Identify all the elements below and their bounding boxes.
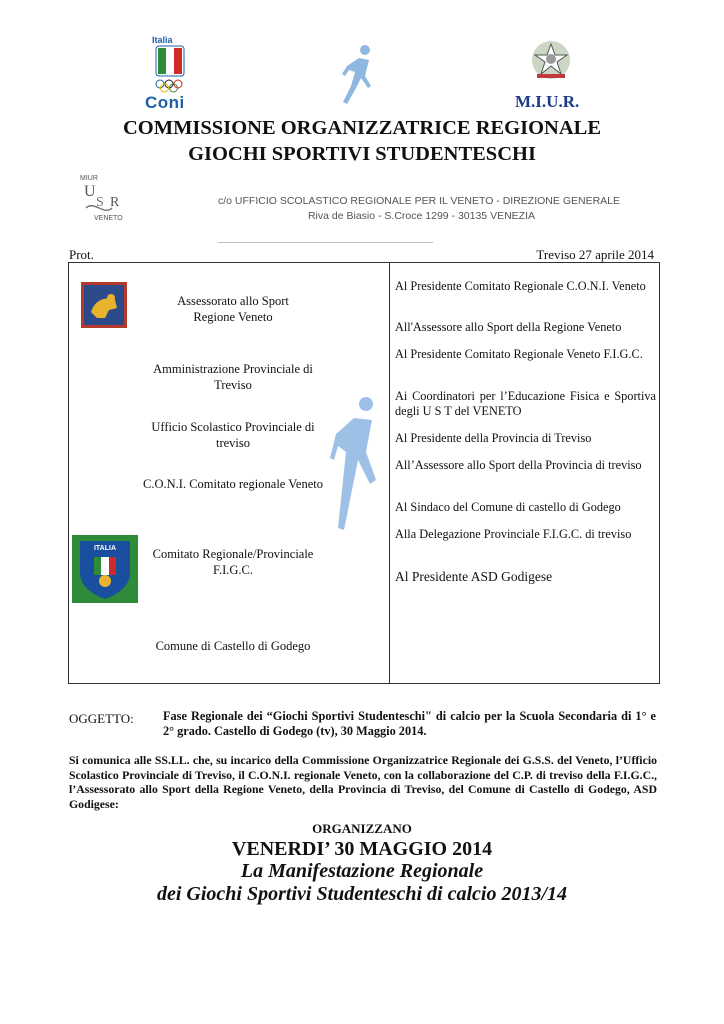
recipient-right-item: Al Sindaco del Comune di castello di Godego [395, 500, 621, 514]
recipient-right-item: Al Presidente Comitato Regionale Veneto F.I.G.C. [395, 347, 643, 361]
usr-logo-text: MIUR [80, 175, 98, 182]
divider [218, 242, 433, 243]
figc-shield-icon [72, 535, 138, 603]
recipient-left-item: Comitato Regionale/Provinciale F.I.G.C. [152, 547, 314, 577]
usr-veneto-logo [80, 172, 132, 224]
letter-date: Treviso 27 aprile 2014 [536, 247, 654, 262]
body-paragraph: Si comunica alle SS.LL. che, su incarico della Commissione Organizzatrice Regionale dei G.S.S. del Veneto, l’Ufficio Scolastico Provinciale di Treviso, il C.O.N.I. regionale Veneto, con la collaborazione del C.P. di treviso della F.I.G.C., l’Assessorato allo Sport della Regione Veneto, della Provincia di Treviso, del Comune di Castello di Godego, ASD Godigese: [69, 753, 657, 811]
page-title: COMMISSIONE ORGANIZZATRICE REGIONALE [122, 117, 602, 139]
coni-label: Coni [145, 93, 185, 112]
page-subtitle: GIOCHI SPORTIVI STUDENTESCHI [188, 143, 536, 165]
table-column-divider [389, 262, 390, 684]
recipient-right-item: All'Assessore allo Sport della Regione Veneto [395, 320, 622, 334]
coni-italia-text: Italia [152, 35, 173, 45]
office-address-line1: c/o UFFICIO SCOLASTICO REGIONALE PER IL VENETO - DIREZIONE GENERALE [218, 195, 620, 207]
recipient-right-item: Alla Delegazione Provinciale F.I.G.C. di treviso [395, 527, 632, 541]
runner-logo [335, 42, 383, 108]
miur-label: M.I.U.R. [515, 92, 580, 111]
subject-label: OGGETTO: [69, 711, 134, 726]
office-address-line2: Riva de Biasio - S.Croce 1299 - 30135 VENEZIA [307, 210, 535, 222]
usr-logo-text: R [110, 195, 120, 210]
recipient-left-item: C.O.N.I. Comitato regionale Veneto [143, 477, 323, 491]
recipient-right-item: Al Presidente Comitato Regionale C.O.N.I. Veneto [395, 279, 646, 293]
recipient-left-item: Comune di Castello di Godego [155, 639, 311, 653]
organizzano-heading: ORGANIZZANO [312, 821, 412, 836]
recipient-right-item: Ai Coordinatori per l’Educazione Fisica e Sportiva degli U S T del VENETO [395, 389, 656, 418]
event-date: VENERDI’ 30 MAGGIO 2014 [231, 838, 493, 860]
recipient-left-item: Amministrazione Provinciale di Treviso [153, 362, 313, 392]
subject-text: Fase Regionale dei “Giochi Sportivi Studenteschi" di calcio per la Scuola Secondaria di 1° e 2° grado. Castello di Godego (tv), 30 Maggio 2014. [163, 709, 656, 738]
veneto-lion-icon [81, 282, 127, 328]
recipient-right-item: All’Assessore allo Sport della Provincia di treviso [395, 458, 642, 472]
runner-watermark-icon [330, 390, 386, 540]
recipient-left-item: Ufficio Scolastico Provinciale di treviso [151, 420, 315, 450]
usr-logo-text: U [84, 183, 96, 200]
usr-logo-text: VENETO [94, 215, 123, 222]
figc-shield-text: ITALIA [93, 545, 117, 552]
event-subtitle: dei Giochi Sportivi Studenteschi di calcio 2013/14 [157, 883, 567, 905]
recipient-right-item: Al Presidente della Provincia di Treviso [395, 431, 592, 445]
usr-logo-text: S [96, 195, 104, 210]
recipient-left-item: Assessorato allo Sport Regione Veneto [177, 294, 289, 324]
protocol-label: Prot. [69, 247, 94, 262]
recipient-right-item: Al Presidente ASD Godigese [395, 569, 553, 584]
event-name: La Manifestazione Regionale [240, 860, 484, 882]
republic-emblem [529, 38, 573, 82]
